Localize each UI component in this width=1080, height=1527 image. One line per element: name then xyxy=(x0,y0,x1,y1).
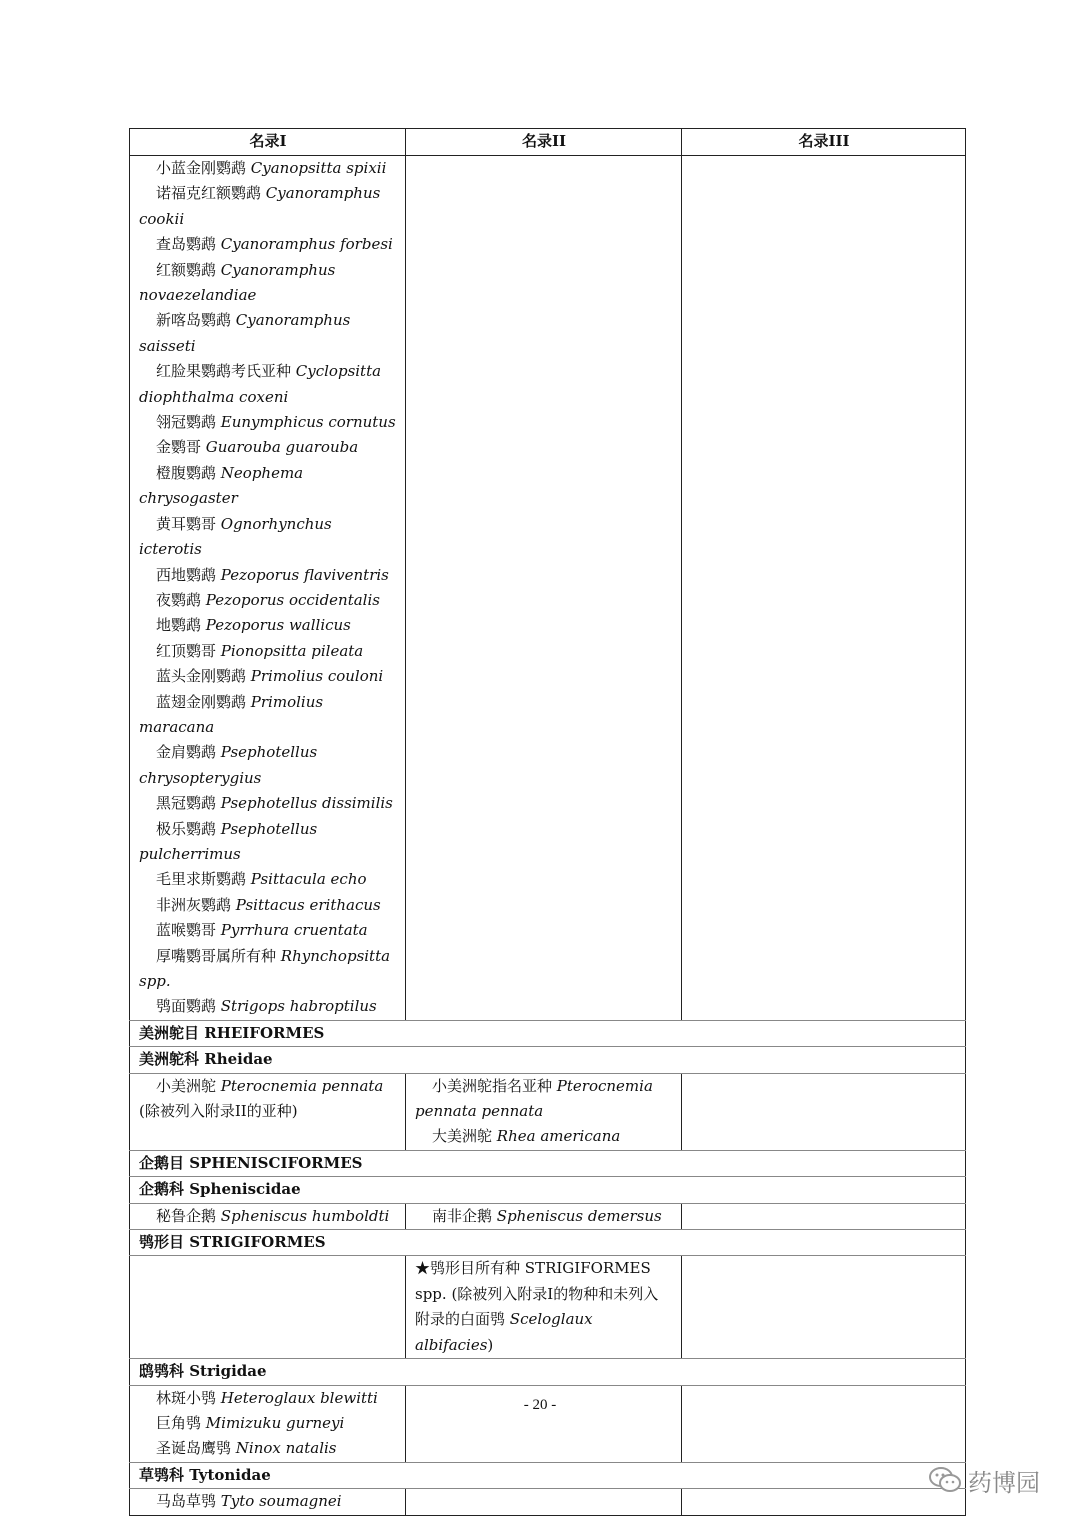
header-appendix-2: 名录II xyxy=(406,129,682,156)
psittacidae-app3-cell xyxy=(682,156,966,1021)
species-entry xyxy=(139,410,397,435)
species-latin: Pterocnemia pennata pennata xyxy=(415,1076,653,1121)
species-entry xyxy=(139,740,397,791)
species-cn: 红脸果鹦鹉考氏亚种 xyxy=(156,362,296,381)
species-cn: 红额鹦鹉 xyxy=(156,260,221,279)
species-cn: 厚嘴鹦哥属所有种 xyxy=(156,946,281,965)
species-latin: Mimizuku gurneyi xyxy=(205,1413,345,1432)
star-icon: ★ xyxy=(415,1259,431,1278)
species-latin: Pezoporus occidentalis xyxy=(205,590,380,609)
species-cn: 大美洲鸵 xyxy=(432,1127,493,1146)
species-cn: 马岛草鸮 xyxy=(156,1492,221,1511)
rheidae-species-row xyxy=(130,1073,966,1150)
species-cn: 林斑小鸮 xyxy=(156,1388,221,1407)
psittacidae-species-list xyxy=(139,156,397,1020)
order-rheiformes: 美洲鸵目 RHEIFORMES xyxy=(130,1020,966,1046)
species-latin: Pyrrhura cruentata xyxy=(220,921,368,940)
species-latin: Spheniscus demersus xyxy=(496,1206,662,1225)
cites-appendix-table xyxy=(129,128,966,1516)
species-cn: 毛里求斯鹦鹉 xyxy=(156,870,251,889)
species-cn: 红顶鹦哥 xyxy=(156,641,221,660)
species-entry xyxy=(415,1124,673,1149)
species-latin: Cyanoramphus cookii xyxy=(139,184,381,228)
order-row-strigiformes xyxy=(130,1230,966,1256)
species-cn: 黑冠鹦鹉 xyxy=(156,794,221,813)
species-entry xyxy=(139,435,397,460)
species-entry xyxy=(139,359,397,410)
species-latin: Psephotellus chrysopterygius xyxy=(139,743,318,787)
species-cn: 橙腹鹦鹉 xyxy=(156,463,221,482)
species-latin: Neophema chrysogaster xyxy=(139,463,304,508)
order-row-sphenisciformes xyxy=(130,1150,966,1176)
species-cn: 地鹦鹉 xyxy=(156,616,206,635)
species-latin: Heteroglaux blewitti xyxy=(220,1388,378,1407)
rheidae-app3-cell xyxy=(682,1073,966,1150)
species-cn: 西地鹦鹉 xyxy=(156,565,221,584)
annotation-close: ) xyxy=(487,1335,494,1354)
order-sphenisciformes: 企鹅目 SPHENISCIFORMES xyxy=(130,1150,966,1176)
species-cn: 蓝喉鹦哥 xyxy=(156,921,221,940)
tytonidae-species-row xyxy=(130,1489,966,1515)
annotation-text: 鸮形目所有种 STRIGIFORMES spp. (除被列入附录I的物种和未列入附录的白面鸮 xyxy=(415,1259,659,1329)
species-entry xyxy=(139,994,397,1019)
species-entry xyxy=(139,588,397,613)
species-entry xyxy=(139,664,397,689)
species-entry xyxy=(139,156,397,181)
family-row-spheniscidae xyxy=(130,1177,966,1203)
species-latin: Ognorhynchus icterotis xyxy=(139,514,332,559)
species-entry xyxy=(139,1436,397,1461)
species-latin: Tyto soumagnei xyxy=(220,1492,342,1511)
species-entry xyxy=(139,791,397,816)
species-latin: Primolius maracana xyxy=(139,692,324,736)
strigiformes-note-row xyxy=(130,1256,966,1359)
strigiformes-annotation xyxy=(415,1256,673,1358)
tytonidae-app1-cell xyxy=(130,1489,406,1515)
species-latin: Cyanoramphus forbesi xyxy=(220,235,393,254)
strigiformes-app1-cell xyxy=(130,1256,406,1359)
species-entry xyxy=(139,817,397,868)
psittacidae-app2-cell xyxy=(406,156,682,1021)
page-number: - 20 - xyxy=(523,1397,557,1413)
species-cn: 鸮面鹦鹉 xyxy=(156,997,221,1016)
family-spheniscidae: 企鹅科 Spheniscidae xyxy=(130,1177,966,1203)
header-appendix-3: 名录III xyxy=(682,129,966,156)
species-entry xyxy=(139,181,397,232)
species-entry xyxy=(139,639,397,664)
header-appendix-1: 名录I xyxy=(130,129,406,156)
family-row-tytonidae xyxy=(130,1462,966,1488)
species-entry xyxy=(139,1074,397,1125)
spheniscidae-app1-cell xyxy=(130,1203,406,1229)
species-latin: Psephotellus pulcherrimus xyxy=(139,819,318,863)
species-entry xyxy=(139,563,397,588)
species-cn: 金鹦哥 xyxy=(156,438,206,457)
species-latin: Eunymphicus cornutus xyxy=(220,413,396,432)
family-tytonidae: 草鸮科 Tytonidae xyxy=(130,1462,966,1488)
species-latin: Psittacus erithacus xyxy=(235,895,381,914)
family-rheidae: 美洲鸵科 Rheidae xyxy=(130,1047,966,1073)
species-latin: Cyanoramphus saisseti xyxy=(139,311,351,355)
species-cn: 新喀岛鹦鹉 xyxy=(156,311,236,330)
species-entry xyxy=(139,867,397,892)
spheniscidae-app2-cell xyxy=(406,1203,682,1229)
species-latin: Spheniscus humboldti xyxy=(220,1206,390,1225)
species-cn: 极乐鹦鹉 xyxy=(156,819,221,838)
tytonidae-app3-cell xyxy=(682,1489,966,1515)
species-entry xyxy=(139,1489,397,1514)
species-entry xyxy=(139,893,397,918)
species-entry xyxy=(139,258,397,309)
spheniscidae-app3-cell xyxy=(682,1203,966,1229)
species-latin: Pterocnemia pennata xyxy=(220,1076,384,1095)
species-entry xyxy=(139,690,397,741)
species-latin: Primolius couloni xyxy=(250,667,384,686)
family-row-strigidae xyxy=(130,1359,966,1385)
species-entry xyxy=(139,461,397,512)
species-entry xyxy=(415,1204,673,1229)
species-cn: 小美洲鸵指名亚种 xyxy=(432,1076,553,1095)
species-latin: Sceloglaux albifacies xyxy=(415,1310,593,1354)
watermark xyxy=(928,1458,1058,1502)
species-latin: Pezoporus wallicus xyxy=(205,616,351,635)
psittacidae-species-row xyxy=(130,156,966,1021)
strigiformes-app2-cell xyxy=(406,1256,682,1359)
species-cn: 南非企鹅 xyxy=(432,1206,493,1225)
species-entry xyxy=(139,944,397,995)
family-row-rheidae xyxy=(130,1047,966,1073)
species-latin: Cyanoramphus novaezelandiae xyxy=(139,260,336,305)
species-cn: 查岛鹦鹉 xyxy=(156,235,221,254)
spheniscidae-species-row xyxy=(130,1203,966,1229)
species-latin: Cyclopsitta diophthalma coxeni xyxy=(139,362,382,406)
species-cn: 诺福克红额鹦鹉 xyxy=(156,184,266,203)
species-entry xyxy=(139,1204,397,1229)
species-cn: 圣诞岛鹰鸮 xyxy=(156,1439,236,1458)
species-entry xyxy=(139,308,397,359)
species-latin: Pezoporus flaviventris xyxy=(220,565,389,584)
rheidae-app2-cell xyxy=(406,1073,682,1150)
species-cn: 翎冠鹦鹉 xyxy=(156,413,221,432)
species-latin: Psephotellus dissimilis xyxy=(220,794,393,813)
species-latin: Cyanopsitta spixii xyxy=(250,159,387,177)
species-latin: Strigops habroptilus xyxy=(220,997,377,1016)
species-cn: 小美洲鸵 xyxy=(156,1076,217,1095)
tytonidae-species-list xyxy=(139,1489,397,1514)
strigiformes-app3-cell xyxy=(682,1256,966,1359)
species-cn: 蓝头金刚鹦鹉 xyxy=(156,667,251,686)
species-entry xyxy=(139,918,397,943)
tytonidae-app2-cell xyxy=(406,1489,682,1515)
species-latin: Pionopsitta pileata xyxy=(220,641,364,660)
psittacidae-app1-cell xyxy=(130,156,406,1021)
species-cn: 非洲灰鹦鹉 xyxy=(156,895,236,914)
species-entry xyxy=(139,232,397,257)
species-latin: Rhea americana xyxy=(496,1127,621,1146)
species-latin: Rhynchopsitta spp. xyxy=(139,946,391,990)
species-entry xyxy=(415,1074,673,1125)
species-latin: Ninox natalis xyxy=(235,1439,337,1458)
watermark-text: 药博园 xyxy=(968,1468,1040,1497)
species-note: (除被列入附录II的亚种) xyxy=(139,1102,298,1121)
species-cn: 巨角鸮 xyxy=(156,1413,206,1432)
species-entry xyxy=(139,512,397,563)
species-cn: 黄耳鹦哥 xyxy=(156,514,221,533)
wechat-icon xyxy=(928,1465,962,1495)
species-latin: Guarouba guarouba xyxy=(205,438,359,457)
species-cn: 秘鲁企鹅 xyxy=(156,1206,217,1225)
order-strigiformes: 鸮形目 STRIGIFORMES xyxy=(130,1230,966,1256)
species-entry xyxy=(139,1411,397,1436)
species-entry xyxy=(139,613,397,638)
order-row-rheiformes xyxy=(130,1020,966,1046)
family-strigidae: 鸱鸮科 Strigidae xyxy=(130,1359,966,1385)
species-cn: 蓝翅金刚鹦鹉 xyxy=(156,692,251,711)
rheidae-app1-cell xyxy=(130,1073,406,1150)
species-cn: 金肩鹦鹉 xyxy=(156,743,221,762)
species-cn: 夜鹦鹉 xyxy=(156,590,206,609)
species-cn: 小蓝金刚鹦鹉 xyxy=(156,159,251,177)
header-row xyxy=(130,129,966,156)
species-latin: Psittacula echo xyxy=(250,870,367,889)
